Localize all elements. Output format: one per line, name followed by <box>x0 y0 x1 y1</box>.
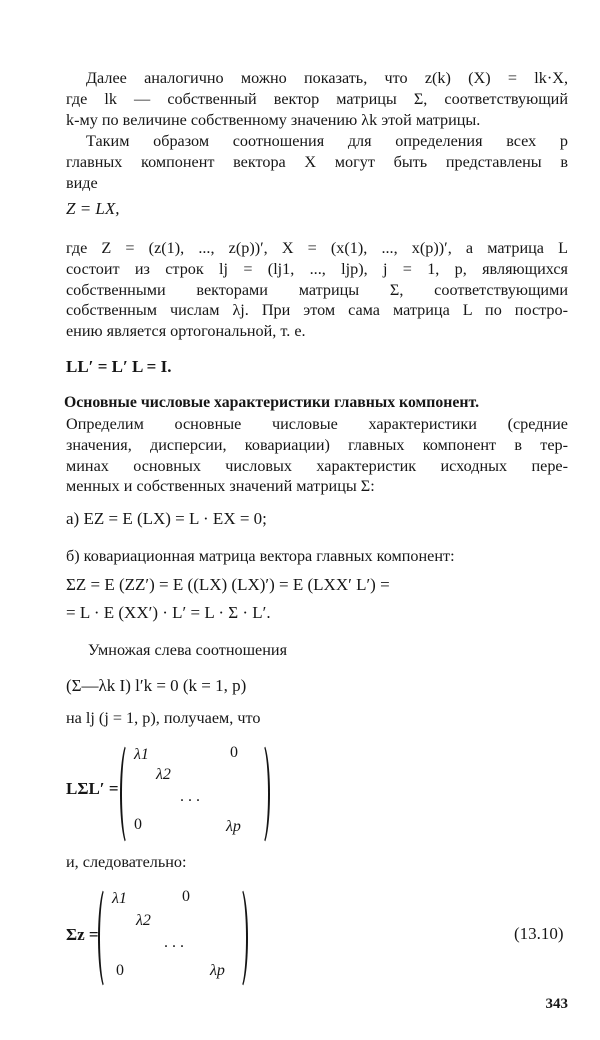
text-line: Таким образом соотношения для определения всех p <box>86 132 568 150</box>
covariance-line-1: ΣZ = E (ZZ′) = E ((LX) (LX)′) = E (LXX′ L′) = <box>66 575 390 594</box>
text-line: минах основных числовых характеристик исходных пере- <box>66 456 568 475</box>
text-line: Определим основные числовые характеристики (средние <box>66 415 568 433</box>
matrix2-zero-bottom: 0 <box>116 962 124 979</box>
equation-number: (13.10) <box>514 924 564 943</box>
section-heading-text: Основные числовые характеристики главных компонент. <box>64 394 480 411</box>
text-line: виде <box>66 173 98 192</box>
text-line: ению является ортогональной, т. е. <box>66 322 306 341</box>
equation-eigen: (Σ—λk I) l′k = 0 (k = 1, p) <box>66 676 247 695</box>
hence-label: и, следовательно: <box>66 853 187 871</box>
text-line: главных компонент вектора X могут быть представлены в <box>66 152 568 171</box>
matrix2-zero-top: 0 <box>182 888 190 905</box>
text-line: где Z = (z(1), ..., z(p))′, X = (x(1), ..., x(p))′, а матрица L <box>66 239 568 257</box>
text-line: Далее аналогично можно показать, что z(k) (X) = lk·X, <box>86 69 568 87</box>
paragraph-intro <box>66 68 568 130</box>
paragraph-characteristics <box>66 414 568 497</box>
text-line: значения, дисперсии, ковариации) главных компонент в тер- <box>66 435 568 454</box>
paragraph-definitions <box>66 238 568 342</box>
matrix1-zero-top: 0 <box>230 744 238 761</box>
item-b-text: б) ковариационная матрица вектора главных компонент: <box>66 547 455 565</box>
equation-z-lx: Z = LX, <box>66 199 120 218</box>
multiply-text <box>88 640 590 661</box>
matrix1-lambdap: λp <box>226 818 241 835</box>
page-number: 343 <box>545 996 568 1012</box>
equation-orthogonality: LL′ = L′ L = I. <box>66 357 172 376</box>
covariance-line-2: = L · E (XX′) · L′ = L · Σ · L′. <box>66 603 271 622</box>
matrix2-lambdap: λp <box>210 962 225 979</box>
text-line: состоит из строк lj = (lj1, ..., ljp), j = 1, p, являющихся <box>66 259 568 278</box>
matrix2-lhs: Σz = <box>66 925 99 944</box>
text-line: менных и собственных значений матрицы Σ: <box>66 477 375 496</box>
on-lj-text <box>66 708 568 729</box>
matrix1-lambda1: λ1 <box>134 746 149 763</box>
item-a-mean: а) EZ = E (LX) = L · EX = 0; <box>66 509 267 528</box>
right-paren <box>254 742 270 846</box>
right-paren <box>232 886 248 990</box>
multiply-text-label: Умножая слева соотношения <box>88 641 288 659</box>
text-line: собственным числам λj. При этом сама матрица L по постро- <box>66 301 568 320</box>
matrix1-lhs: LΣL′ = <box>66 779 119 798</box>
text-line: собственными векторами матрицы Σ, соответствующими <box>66 280 568 299</box>
matrix2-lambda2: λ2 <box>136 912 151 929</box>
on-lj-label: на lj (j = 1, p), получаем, что <box>66 709 261 727</box>
section-heading <box>64 393 566 414</box>
matrix2-dots: . . . <box>164 934 184 951</box>
paragraph-summary <box>66 131 568 193</box>
hence-text <box>66 852 568 873</box>
matrix1-lambda2: λ2 <box>156 766 171 783</box>
matrix2-lambda1: λ1 <box>112 890 127 907</box>
text-line: где lk — собственный вектор матрицы Σ, соответствующий <box>66 89 568 108</box>
item-b-covariance <box>66 546 568 567</box>
matrix1-zero-bottom: 0 <box>134 816 142 833</box>
text-line: k-му по величине собственному значению λk этой матрицы. <box>66 110 481 129</box>
matrix1-dots: . . . <box>180 788 200 805</box>
